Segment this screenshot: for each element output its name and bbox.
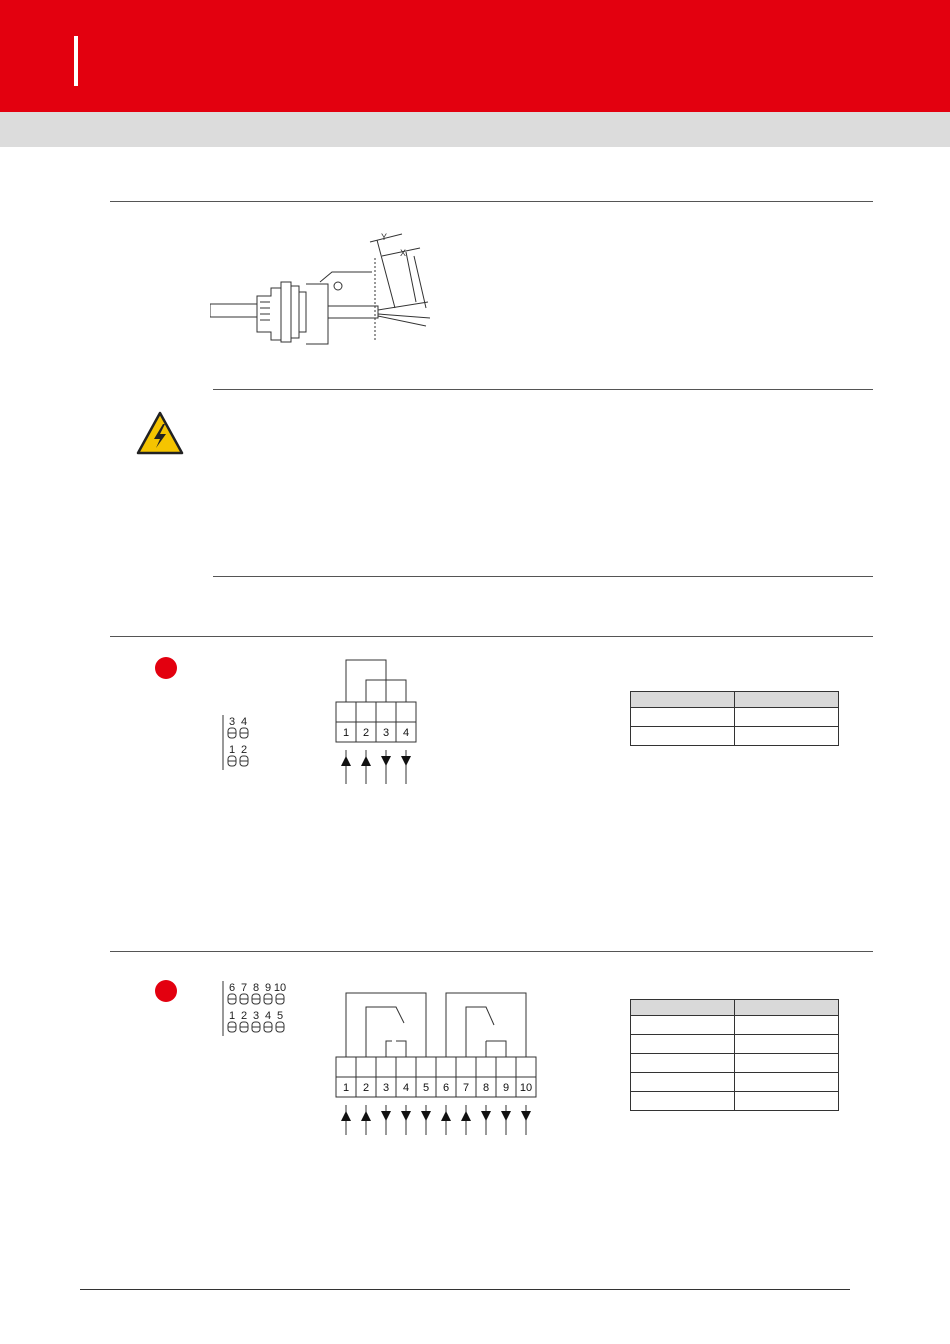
pin-number: 7 (240, 982, 248, 994)
table-cell (631, 1054, 735, 1073)
arrow-down-icon (381, 1111, 391, 1121)
warning-bottom-rule (213, 576, 873, 577)
arrow-down-icon (381, 756, 391, 766)
section-rule (110, 636, 873, 637)
terminal-number: 8 (482, 1082, 490, 1094)
terminal-number: 3 (382, 727, 390, 739)
table-row (631, 1054, 839, 1073)
pin-number: 1 (228, 744, 236, 756)
arrow-up-icon (441, 1111, 451, 1121)
table-row (631, 1092, 839, 1111)
pin-number: 4 (264, 1010, 272, 1022)
arrow-up-icon (341, 1111, 351, 1121)
terminal-number: 10 (519, 1082, 533, 1094)
table-cell (631, 1092, 735, 1111)
pin-socket-icon (228, 994, 236, 1004)
terminal-number: 6 (442, 1082, 450, 1094)
table-row (631, 708, 839, 727)
arrow-down-icon (521, 1111, 531, 1121)
table-cell (735, 1092, 839, 1111)
terminal-number: 7 (462, 1082, 470, 1094)
wiring-link (486, 1041, 506, 1057)
terminal-number: 4 (402, 727, 410, 739)
terminal-number: 1 (342, 1082, 350, 1094)
pin-number: 10 (273, 982, 287, 994)
pin-number: 3 (228, 716, 236, 728)
terminal-number: 3 (382, 1082, 390, 1094)
table-row (631, 1016, 839, 1035)
footer-rule (80, 1289, 850, 1290)
dim-y-label: Y (381, 232, 388, 242)
pin-socket-icon (228, 728, 236, 738)
pin-number: 2 (240, 1010, 248, 1022)
terminal-number: 4 (402, 1082, 410, 1094)
terminal-number: 5 (422, 1082, 430, 1094)
pin-number: 2 (240, 744, 248, 756)
section-marker-dot (155, 980, 177, 1002)
table-cell (631, 1016, 735, 1035)
terminal-number: 2 (362, 727, 370, 739)
table-header-cell (631, 1000, 735, 1016)
pin-socket-icon (240, 728, 248, 738)
pin-socket-icon (228, 1022, 236, 1032)
table-cell (631, 727, 735, 746)
pin-number: 6 (228, 982, 236, 994)
high-voltage-warning-icon (136, 410, 184, 456)
section-rule (110, 951, 873, 952)
table-cell (735, 708, 839, 727)
table-cell (631, 1073, 735, 1092)
arrow-up-icon (341, 756, 351, 766)
pin-socket-icon (240, 1022, 248, 1032)
table-cell (735, 1054, 839, 1073)
table-cell (735, 1073, 839, 1092)
subheader-band (0, 112, 950, 147)
pin-layout-4 (222, 714, 258, 770)
pin-number: 4 (240, 716, 248, 728)
pin-number: 5 (276, 1010, 284, 1022)
section-rule (110, 201, 873, 202)
table-header-cell (735, 692, 839, 708)
table-row (631, 1035, 839, 1054)
table-cell (631, 708, 735, 727)
arrow-down-icon (481, 1111, 491, 1121)
table-cell (735, 1035, 839, 1054)
dim-x-label: X (400, 248, 407, 258)
pin-number: 1 (228, 1010, 236, 1022)
section-marker-dot (155, 657, 177, 679)
pin-socket-icon (276, 994, 284, 1004)
pin-socket-icon (228, 756, 236, 766)
terminal-diagram-4 (330, 650, 430, 790)
pin-socket-icon (252, 1022, 260, 1032)
terminal-number: 9 (502, 1082, 510, 1094)
arrow-up-icon (461, 1111, 471, 1121)
terminal-diagram-10 (330, 985, 545, 1135)
pin-socket-icon (252, 994, 260, 1004)
pin-socket-icon (240, 994, 248, 1004)
pin-socket-icon (264, 994, 272, 1004)
table-row (631, 1073, 839, 1092)
pin-number: 9 (264, 982, 272, 994)
terminal-number: 1 (342, 727, 350, 739)
table-header-cell (735, 1000, 839, 1016)
pin-number: 3 (252, 1010, 260, 1022)
arrow-down-icon (401, 756, 411, 766)
arrow-down-icon (421, 1111, 431, 1121)
pin-socket-icon (276, 1022, 284, 1032)
header-bar-mark (74, 36, 78, 86)
pin-socket-icon (264, 1022, 272, 1032)
wiring-link (386, 1041, 406, 1057)
arrow-down-icon (501, 1111, 511, 1121)
arrow-down-icon (401, 1111, 411, 1121)
arrow-up-icon (361, 1111, 371, 1121)
wiring-link (466, 1007, 494, 1057)
table-row (631, 727, 839, 746)
terminal-number: 2 (362, 1082, 370, 1094)
header-band (0, 0, 950, 112)
table-cell (735, 1016, 839, 1035)
pin-number: 8 (252, 982, 260, 994)
table-header-cell (631, 692, 735, 708)
table-cell (631, 1035, 735, 1054)
contact-table-4 (630, 691, 839, 746)
table-cell (735, 727, 839, 746)
warning-top-rule (213, 389, 873, 390)
cable-gland-figure (210, 222, 440, 350)
contact-table-10 (630, 999, 839, 1111)
pin-socket-icon (240, 756, 248, 766)
pin-layout-10 (222, 980, 294, 1038)
wiring-link (366, 1007, 404, 1057)
arrow-up-icon (361, 756, 371, 766)
